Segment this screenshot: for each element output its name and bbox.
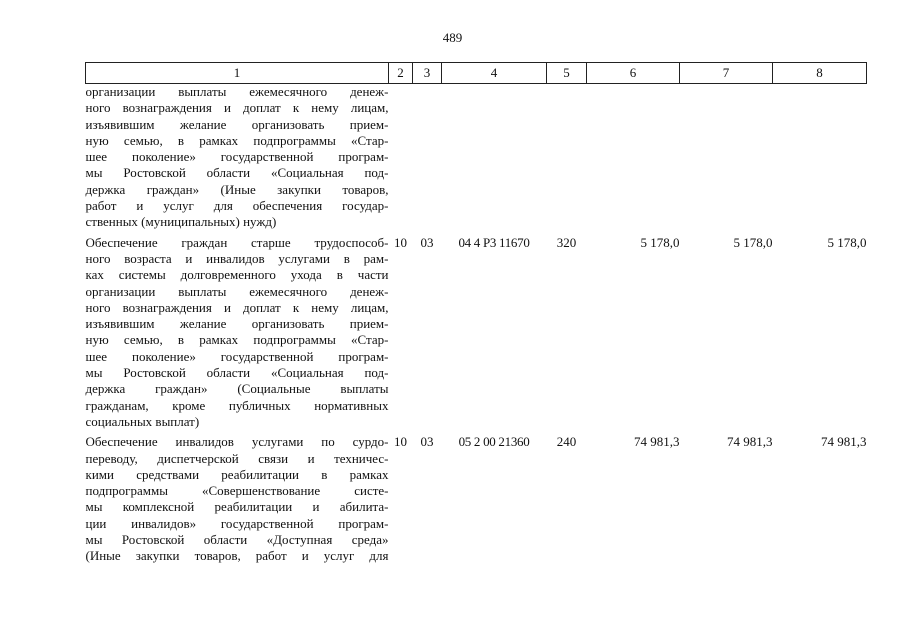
row-description	[86, 84, 389, 231]
description-line: мы Ростовской области «Доступная среда»	[85, 532, 389, 548]
table-row	[86, 235, 867, 431]
description-line: Обеспечение инвалидов услугами по сурдо-	[85, 434, 389, 450]
expense-type-code: 240	[556, 434, 577, 450]
target-article-code: 04 4 P3 11670	[458, 234, 530, 250]
description-line: социальных выплат)	[85, 413, 200, 429]
amount-col-8	[773, 84, 867, 231]
description-line: гражданам, кроме публичных нормативных	[85, 397, 389, 413]
header-col-5: 5	[547, 63, 587, 84]
expense-type-code	[547, 84, 587, 231]
table-row	[86, 434, 867, 564]
description-line: ного возраста и инвалидов услугами в рам-	[85, 250, 389, 266]
amount-col-6: 74 981,3	[634, 434, 680, 450]
description-line: ции инвалидов» государственной програм-	[85, 515, 389, 531]
header-col-6: 6	[587, 63, 680, 84]
description-line: организации выплаты ежемесячного денеж-	[85, 84, 389, 99]
description-line: работ и услуг для обеспечения государ-	[85, 198, 389, 214]
description-line: ного вознаграждения и доплат к нему лицам,	[85, 299, 389, 315]
header-col-7: 7	[680, 63, 773, 84]
description-line: мы Ростовской области «Социальная под-	[85, 365, 389, 381]
description-line: держка граждан» (Социальные выплаты	[85, 381, 389, 397]
description-line: подпрограммы «Совершенствование систе-	[85, 483, 389, 499]
description-line: ную семью, в рамках подпрограммы «Стар-	[85, 132, 389, 148]
amount-col-7: 5 178,0	[733, 234, 773, 250]
description-line: шее поколение» государственной програм-	[85, 348, 389, 364]
description-line: ную семью, в рамках подпрограммы «Стар-	[85, 332, 389, 348]
description-line: организации выплаты ежемесячного денеж-	[85, 283, 389, 299]
description-line: кими средствами реабилитации в рамках	[85, 466, 389, 482]
description-line: изъявившим желание организовать прием-	[85, 116, 389, 132]
amount-col-6	[587, 84, 680, 231]
description-line: держка граждан» (Иные закупки товаров,	[85, 181, 389, 197]
page-number: 489	[442, 30, 463, 45]
description-line: ственных (муниципальных) нужд)	[85, 214, 277, 230]
target-article-code: 05 2 00 21360	[458, 434, 530, 450]
description-line: шее поколение» государственной програм-	[85, 149, 389, 165]
section-code: 10	[394, 234, 407, 250]
header-col-1: 1	[86, 63, 389, 84]
amount-col-7	[680, 84, 773, 231]
amount-col-7: 74 981,3	[727, 434, 773, 450]
description-line: мы Ростовской области «Социальная под-	[85, 165, 389, 181]
section-code	[389, 84, 413, 231]
target-article-code	[442, 84, 547, 231]
header-col-8: 8	[773, 63, 867, 84]
description-line: ного вознаграждения и доплат к нему лицам,	[85, 100, 389, 116]
subsection-code: 03	[420, 434, 434, 450]
amount-col-6: 5 178,0	[640, 234, 680, 250]
header-col-3: 3	[413, 63, 442, 84]
description-line: ках системы долговременного ухода в части	[85, 267, 389, 283]
description-line: мы комплексной реабилитации и абилита-	[85, 499, 389, 515]
amount-col-8: 5 178,0	[827, 234, 867, 250]
description-line: Обеспечение граждан старше трудоспособ-	[85, 234, 389, 250]
header-row	[86, 63, 867, 84]
description-line: (Иные закупки товаров, работ и услуг для	[85, 548, 389, 564]
section-code: 10	[394, 434, 407, 450]
description-line: переводу, диспетчерской связи и техничес-	[85, 450, 389, 466]
row-description	[86, 235, 389, 431]
subsection-code	[413, 84, 442, 231]
amount-col-8: 74 981,3	[821, 434, 867, 450]
header-col-4: 4	[442, 63, 547, 84]
table-row	[86, 84, 867, 231]
budget-table	[85, 62, 867, 565]
expense-type-code: 320	[556, 234, 577, 250]
row-description	[86, 434, 389, 564]
header-col-2: 2	[389, 63, 413, 84]
description-line: изъявившим желание организовать прием-	[85, 316, 389, 332]
subsection-code: 03	[420, 234, 434, 250]
